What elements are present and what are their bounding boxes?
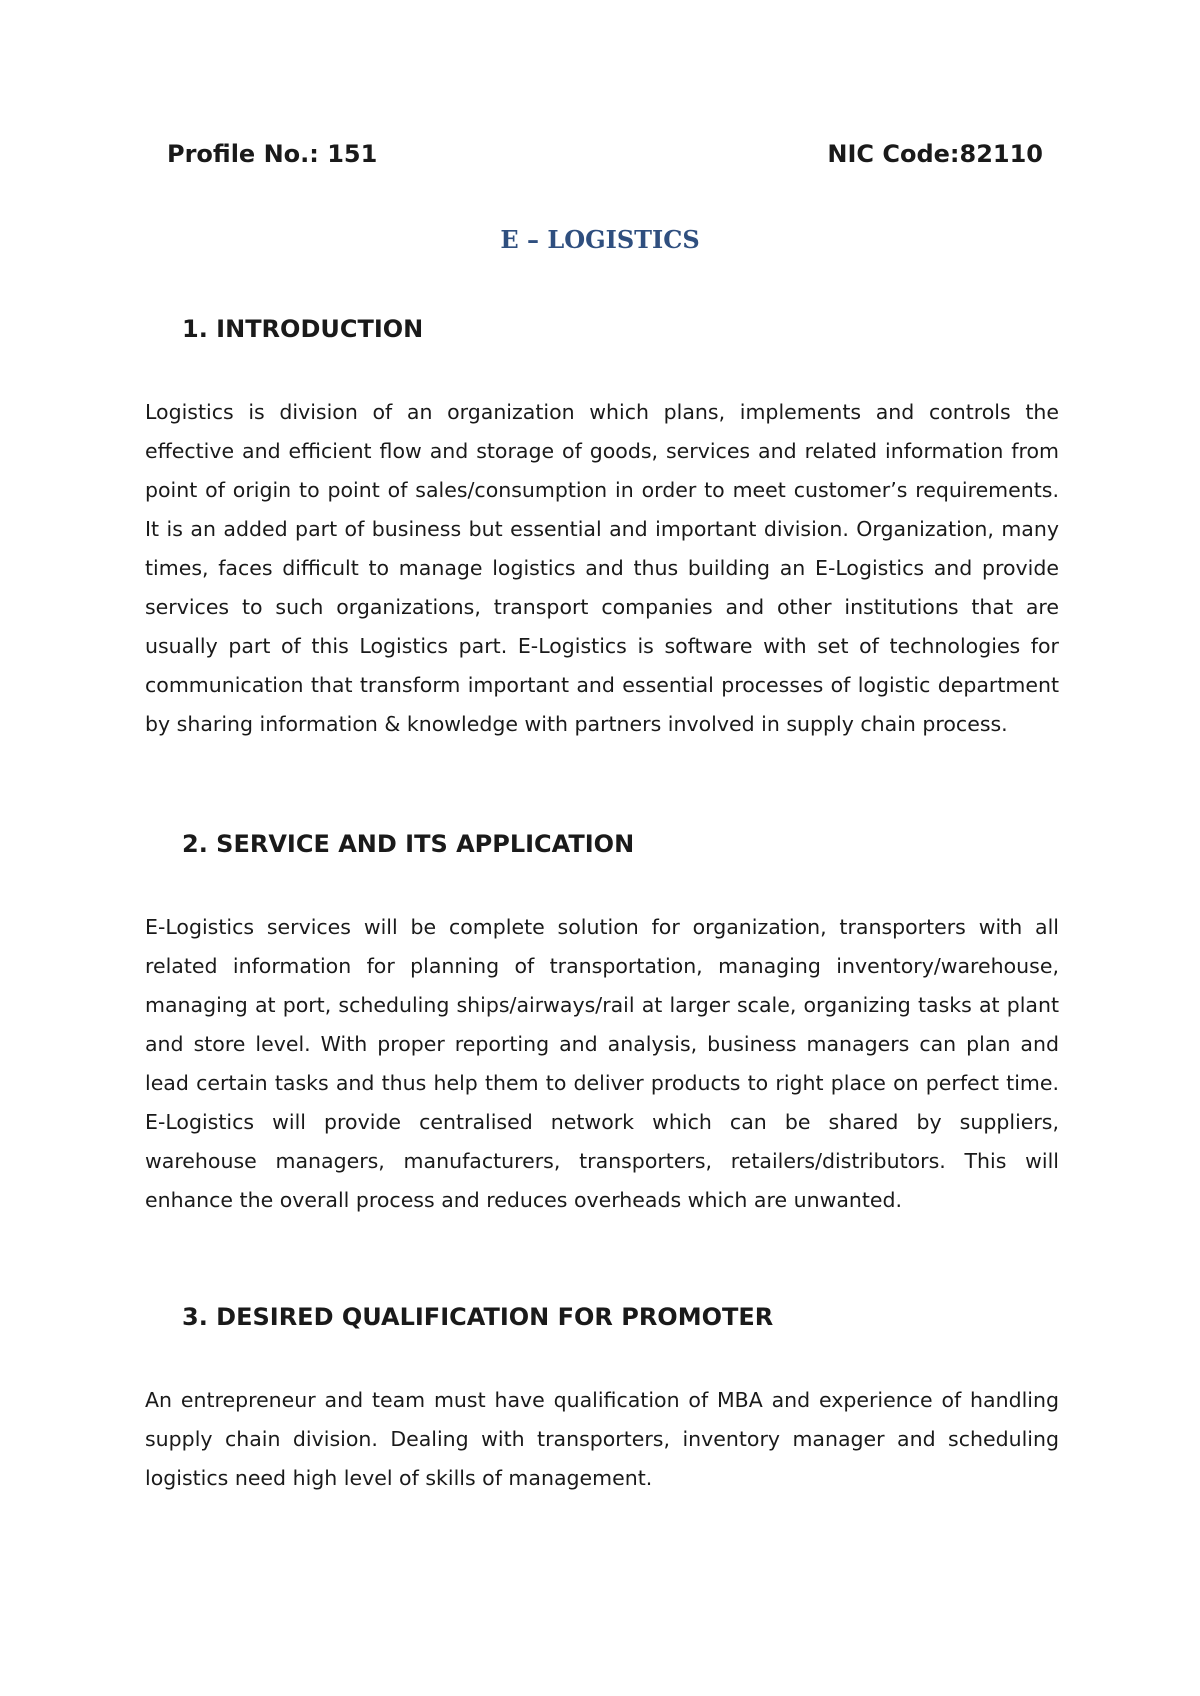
section-body-qualification: An entrepreneur and team must have qualification of MBA and experience of handling supply chain division. Dealing with transporters, inventory manager and scheduling logistics need high level of skills of management. — [145, 1388, 1059, 1490]
section-heading-service-application: 2. SERVICE AND ITS APPLICATION — [182, 830, 635, 858]
document-title: E – LOGISTICS — [500, 225, 700, 254]
nic-code: NIC Code:82110 — [827, 140, 1043, 168]
document-header — [167, 140, 1043, 180]
profile-number: Profile No.: 151 — [167, 140, 378, 168]
section-heading-qualification: 3. DESIRED QUALIFICATION FOR PROMOTER — [182, 1303, 774, 1331]
section-heading-introduction: 1. INTRODUCTION — [182, 315, 424, 343]
section-body-introduction: Logistics is division of an organization which plans, implements and controls the effective and efficient flow and storage of goods, services and related information from point of origin to point of sales/consumption in order to meet customer’s requirements. It is an added part of business but essential and important division. Organization, many times, faces difficult to manage logistics and thus building an E-Logistics and provide services to such organizations, transport companies and other institutions that are usually part of this Logistics part. E-Logistics is software with set of technologies for communication that transform important and essential processes of logistic department by sharing information & knowledge with partners involved in supply chain process. — [145, 400, 1059, 736]
section-body-service-application: E-Logistics services will be complete solution for organization, transporters with all related information for planning of transportation, managing inventory/warehouse, managing at port, scheduling ships/airways/rail at larger scale, organizing tasks at plant and store level. With proper reporting and analysis, business managers can plan and lead certain tasks and thus help them to deliver products to right place on perfect time. E-Logistics will provide centralised network which can be shared by suppliers, warehouse managers, manufacturers, transporters, retailers/distributors. This will enhance the overall process and reduces overheads which are unwanted. — [145, 915, 1059, 1212]
